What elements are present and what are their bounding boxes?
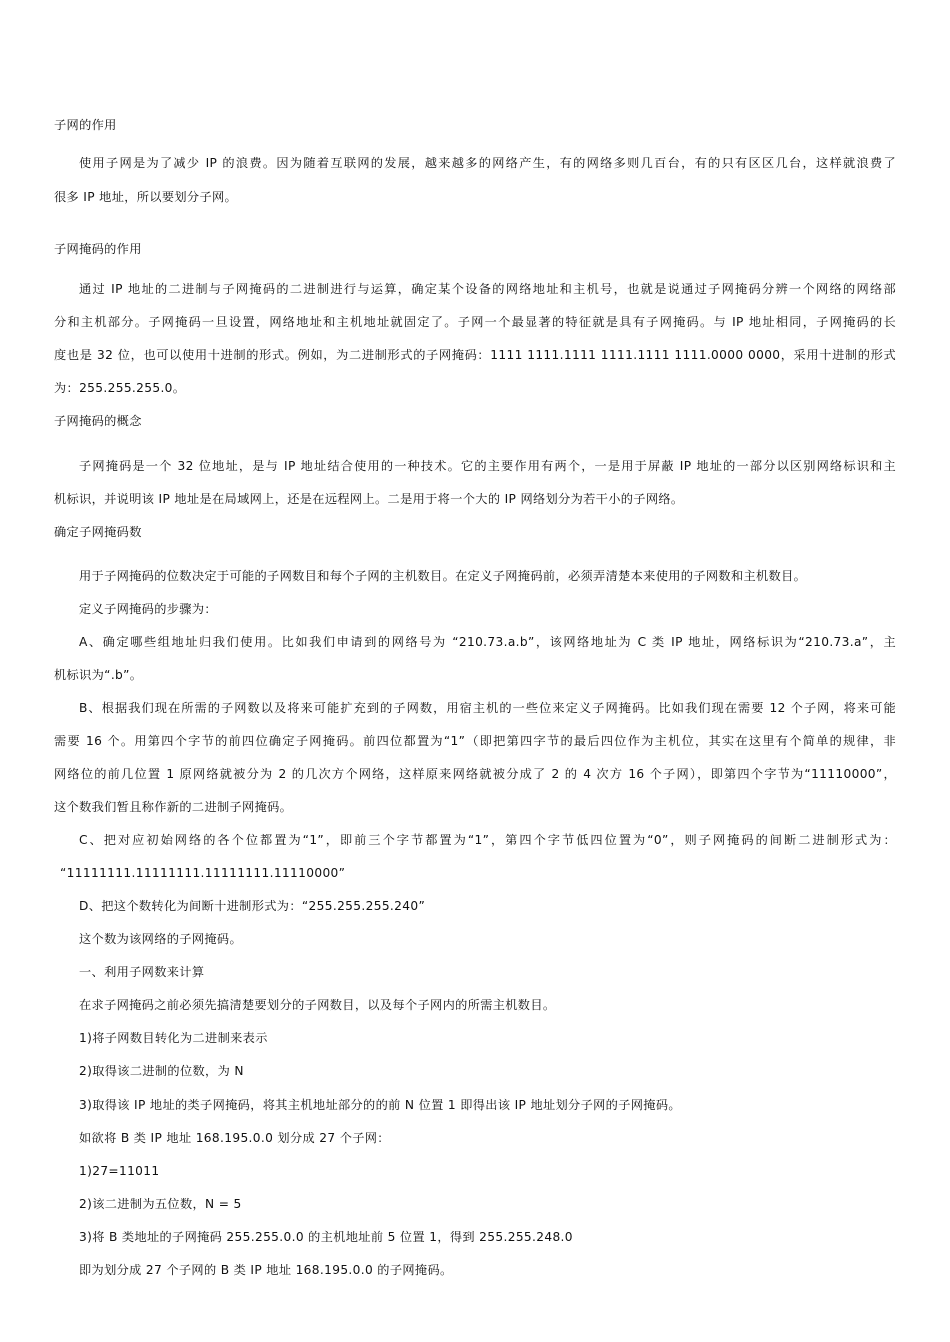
paragraph-line: 3)取得该 IP 地址的类子网掩码，将其主机地址部分的的前 N 位置 1 即得出该 IP 地址划分子网的子网掩码。 (79, 1098, 681, 1112)
paragraph-line: 如欲将 B 类 IP 地址 168.195.0.0 划分成 27 个子网： (79, 1131, 390, 1145)
heading-subnet-purpose: 子网的作用 (54, 118, 117, 132)
paragraph-line: 2)取得该二进制的位数，为 N (79, 1064, 244, 1078)
paragraph-line: 子网掩码是一个 32 位地址，是与 IP 地址结合使用的一种技术。它的主要作用有两个，一是用于屏蔽 IP 地址的一部分以区别网络标识和主 (79, 459, 896, 473)
paragraph-line: 用于子网掩码的位数决定于可能的子网数目和每个子网的主机数目。在定义子网掩码前，必须弄清楚本来使用的子网数和主机数目。 (79, 569, 807, 583)
paragraph-line: 需要 16 个。用第四个字节的前四位确定子网掩码。前四位都置为“1”（即把第四字节的最后四位作为主机位，其实在这里有个简单的规律，非 (54, 734, 896, 748)
paragraph-line: 1)将子网数目转化为二进制来表示 (79, 1031, 268, 1045)
heading-subnet-mask-concept: 子网掩码的概念 (54, 414, 142, 428)
paragraph-line: 在求子网掩码之前必须先搞清楚要划分的子网数目，以及每个子网内的所需主机数目。 (79, 998, 556, 1012)
paragraph-line: 为：255.255.255.0。 (54, 381, 186, 395)
paragraph-line: 这个数我们暂且称作新的二进制子网掩码。 (54, 800, 293, 814)
heading-determine-mask: 确定子网掩码数 (54, 525, 142, 539)
paragraph-line: “11111111.11111111.11111111.11110000” (60, 866, 346, 880)
paragraph-line: 1)27=11011 (79, 1164, 160, 1178)
paragraph-line: 2)该二进制为五位数，N = 5 (79, 1197, 242, 1211)
paragraph-line: 机标识，并说明该 IP 地址是在局域网上，还是在远程网上。二是用于将一个大的 IP 网络划分为若干小的子网络。 (54, 492, 684, 506)
paragraph-line: 机标识为“.b”。 (54, 668, 143, 682)
heading-subnet-mask-purpose: 子网掩码的作用 (54, 242, 142, 256)
paragraph-line: 网络位的前几位置 1 原网络就被分为 2 的几次方个网络，这样原来网络就被分成了 2 的 4 次方 16 个子网），即第四个字节为“11110000”， (54, 767, 896, 781)
paragraph-line: 即为划分成 27 个子网的 B 类 IP 地址 168.195.0.0 的子网掩码。 (79, 1263, 453, 1277)
paragraph-line: B、根据我们现在所需的子网数以及将来可能扩充到的子网数，用宿主机的一些位来定义子网掩码。比如我们现在需要 12 个子网，将来可能 (79, 701, 896, 715)
paragraph-line: A、确定哪些组地址归我们使用。比如我们申请到的网络号为 “210.73.a.b”，该网络地址为 C 类 IP 地址，网络标识为“210.73.a”，主 (79, 635, 896, 649)
paragraph-line: D、把这个数转化为间断十进制形式为：“255.255.255.240” (79, 899, 426, 913)
paragraph-line: 定义子网掩码的步骤为： (79, 602, 217, 616)
paragraph-line: C、把对应初始网络的各个位都置为“1”，即前三个字节都置为“1”，第四个字节低四位置为“0”，则子网掩码的间断二进制形式为： (79, 833, 896, 847)
paragraph-line: 通过 IP 地址的二进制与子网掩码的二进制进行与运算，确定某个设备的网络地址和主机号，也就是说通过子网掩码分辨一个网络的网络部 (79, 282, 896, 296)
paragraph-line: 3)将 B 类地址的子网掩码 255.255.0.0 的主机地址前 5 位置 1，得到 255.255.248.0 (79, 1230, 573, 1244)
paragraph-line: 这个数为该网络的子网掩码。 (79, 932, 242, 946)
paragraph-line: 一、利用子网数来计算 (79, 965, 205, 979)
paragraph-line: 度也是 32 位，也可以使用十进制的形式。例如，为二进制形式的子网掩码：1111 1111.1111 1111.1111 1111.0000 0000，采用十进制的形式 (54, 348, 896, 362)
paragraph-line: 分和主机部分。子网掩码一旦设置，网络地址和主机地址就固定了。子网一个最显著的特征就是具有子网掩码。与 IP 地址相同，子网掩码的长 (54, 315, 896, 329)
paragraph-line: 使用子网是为了减少 IP 的浪费。因为随着互联网的发展，越来越多的网络产生，有的网络多则几百台，有的只有区区几台，这样就浪费了 (79, 156, 896, 170)
paragraph-line: 很多 IP 地址，所以要划分子网。 (54, 190, 238, 204)
